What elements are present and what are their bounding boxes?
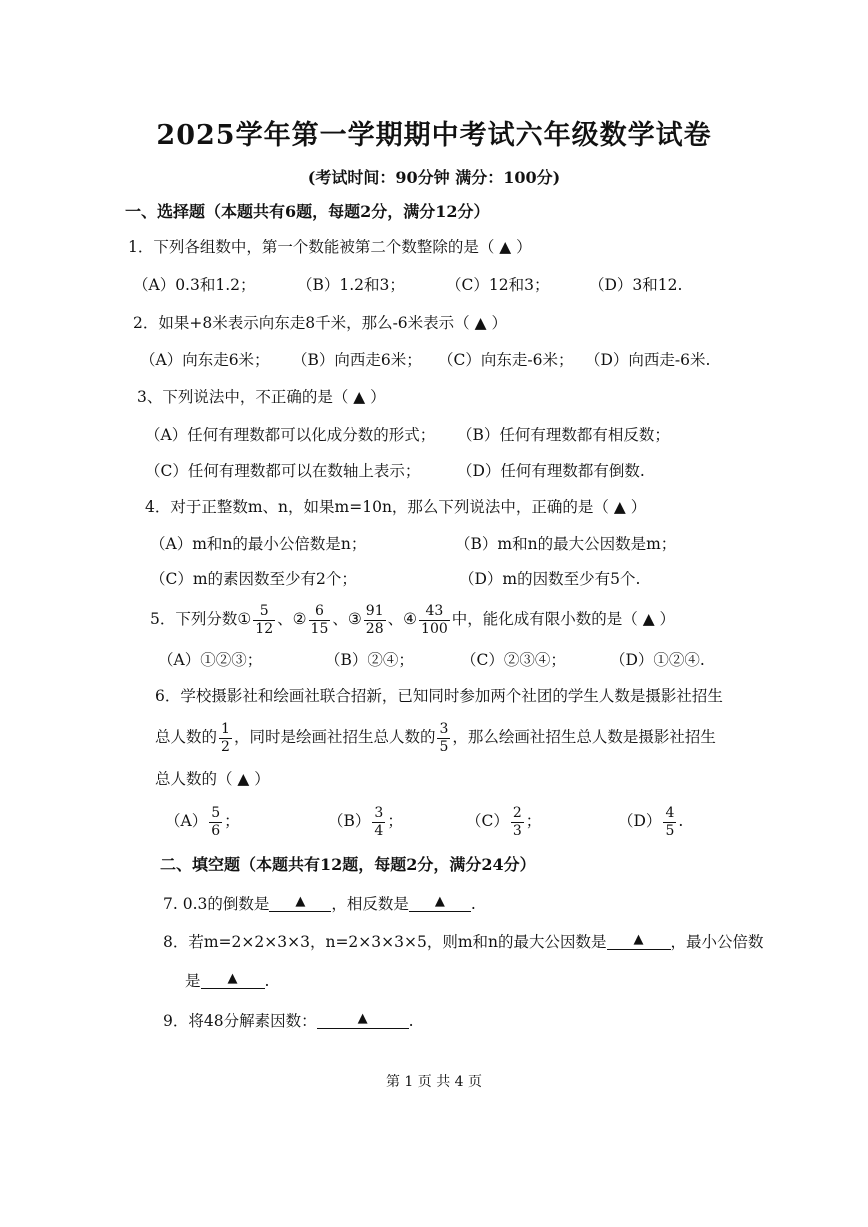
q7 [163, 893, 476, 912]
q5-option-a: （A）①②③； [158, 651, 263, 669]
q6-line3: 总人数的（ ▲ ） [155, 770, 270, 788]
q5-mark-4: ④ [403, 610, 418, 629]
q8-text-b: ，最小公倍数 [670, 932, 764, 951]
q4-option-b: （B）m和n的最大公因数是m； [455, 535, 677, 553]
q3-option-a: （A）任何有理数都可以化成分数的形式； [145, 426, 436, 444]
q7-text-a: 7. 0.3的倒数是 [163, 894, 270, 913]
q8-answer-blank-1[interactable]: ▲ [607, 931, 671, 950]
q5-suffix: 中，能化成有限小数的是（ ▲ ） [451, 610, 676, 629]
q5-prefix: 5．下列分数 [150, 610, 238, 629]
q6-text-b: ，同时是绘画社招生总人数的 [233, 728, 436, 747]
q1-option-b: （B）1.2和3； [297, 276, 405, 294]
q6-line2 [155, 718, 716, 758]
q3-stem: 3、下列说法中，不正确的是（ ▲ ） [137, 388, 386, 406]
q6-option-a-fraction: $\frac{5}{6}$ [211, 804, 221, 839]
q8-text-d: . [264, 971, 270, 990]
q1-option-a: （A）0.3和1.2； [133, 276, 256, 294]
q5-sep: 、 [277, 610, 293, 629]
q8-line1 [163, 931, 764, 950]
q1-stem: 1．下列各组数中，第一个数能被第二个数整除的是（ ▲ ） [128, 238, 532, 256]
section2-heading: 二、填空题（本题共有12题，每题2分，满分24分） [160, 855, 536, 874]
q2-stem: 2．如果+8米表示向东走8千米，那么-6米表示（ ▲ ） [133, 314, 507, 332]
q7-text-b: ，相反数是 [331, 894, 409, 913]
q5-mark-1: ① [237, 610, 252, 629]
q8-text-c: 是 [185, 971, 201, 990]
q6-option-a: （A） $\frac{5}{6}$ ； [165, 804, 240, 839]
q4-stem: 4．对于正整数m、n，如果m=10n，那么下列说法中，正确的是（ ▲ ） [145, 498, 647, 516]
q3-option-b: （B）任何有理数都有相反数； [457, 426, 670, 444]
page-footer: 第 1 页 共 4 页 [385, 1074, 483, 1090]
q5-fraction-2: $\frac{6}{15}$ [310, 602, 329, 637]
q1-option-c: （C）12和3； [446, 276, 550, 294]
q2-option-a: （A）向东走6米； [140, 351, 270, 369]
q6-fraction-2: $\frac{3}{5}$ [439, 720, 449, 755]
q9 [163, 1010, 414, 1029]
q8-answer-blank-2[interactable]: ▲ [201, 970, 265, 989]
section1-heading: 一、选择题（本题共有6题，每题2分，满分12分） [125, 202, 490, 221]
q6-option-c-fraction: $\frac{2}{3}$ [512, 804, 522, 839]
q5-sep: 、 [332, 610, 348, 629]
q5-mark-2: ② [292, 610, 307, 629]
q9-answer-blank[interactable]: ▲ [317, 1010, 409, 1029]
q6-fraction-1: $\frac{1}{2}$ [221, 720, 230, 755]
q6-line1: 6．学校摄影社和绘画社联合招新，已知同时参加两个社团的学生人数是摄影社招生 [155, 687, 723, 705]
q5-stem [150, 600, 675, 640]
q5-option-c: （C）②③④； [461, 651, 566, 669]
q4-option-d: （D）m的因数至少有5个. [459, 570, 641, 588]
q7-text-c: . [470, 894, 476, 913]
q8-text-a: 8．若m=2×2×3×3，n=2×3×3×5，则m和n的最大公因数是 [163, 932, 607, 951]
q5-fraction-3: $\frac{91}{28}$ [365, 602, 384, 637]
q5-fraction-1: $\frac{5}{12}$ [255, 602, 274, 637]
q2-option-d: （D）向西走-6米. [585, 351, 711, 369]
q3-option-d: （D）任何有理数都有倒数. [457, 462, 645, 480]
q6-text-a: 总人数的 [155, 728, 218, 747]
q4-option-c: （C）m的素因数至少有2个； [150, 570, 357, 588]
exam-subtitle: (考试时间：90分钟 满分：100分) [307, 168, 561, 187]
q7-answer-blank-1[interactable]: ▲ [269, 893, 331, 912]
q6-option-d-fraction: $\frac{4}{5}$ [665, 804, 675, 839]
q5-fraction-4: $\frac{43}{100}$ [421, 602, 448, 637]
q9-text-b: . [408, 1011, 414, 1030]
q6-option-d: （D） $\frac{4}{5}$ . [618, 804, 684, 839]
q6-option-b: （B） $\frac{3}{4}$ ； [328, 804, 403, 839]
q6-option-c: （C） $\frac{2}{3}$ ； [466, 804, 542, 839]
q2-option-c: （C）向东走-6米； [438, 351, 574, 369]
q3-option-c: （C）任何有理数都可以在数轴上表示； [145, 462, 421, 480]
q5-option-d: （D）①②④. [610, 651, 705, 669]
q5-option-b: （B）②④； [325, 651, 414, 669]
q5-mark-3: ③ [347, 610, 362, 629]
q9-text-a: 9．将48分解素因数： [163, 1011, 317, 1030]
q7-answer-blank-2[interactable]: ▲ [409, 893, 471, 912]
q8-line2 [185, 970, 269, 989]
q1-option-d: （D）3和12. [589, 276, 683, 294]
q2-option-b: （B）向西走6米； [292, 351, 422, 369]
exam-title: 2025学年第一学期期中考试六年级数学试卷 [156, 120, 712, 151]
q5-sep: 、 [387, 610, 404, 629]
q6-text-c: ，那么绘画社招生总人数是摄影社招生 [452, 728, 716, 747]
q4-option-a: （A）m和n的最小公倍数是n； [150, 535, 367, 553]
q6-option-b-fraction: $\frac{3}{4}$ [374, 804, 384, 839]
